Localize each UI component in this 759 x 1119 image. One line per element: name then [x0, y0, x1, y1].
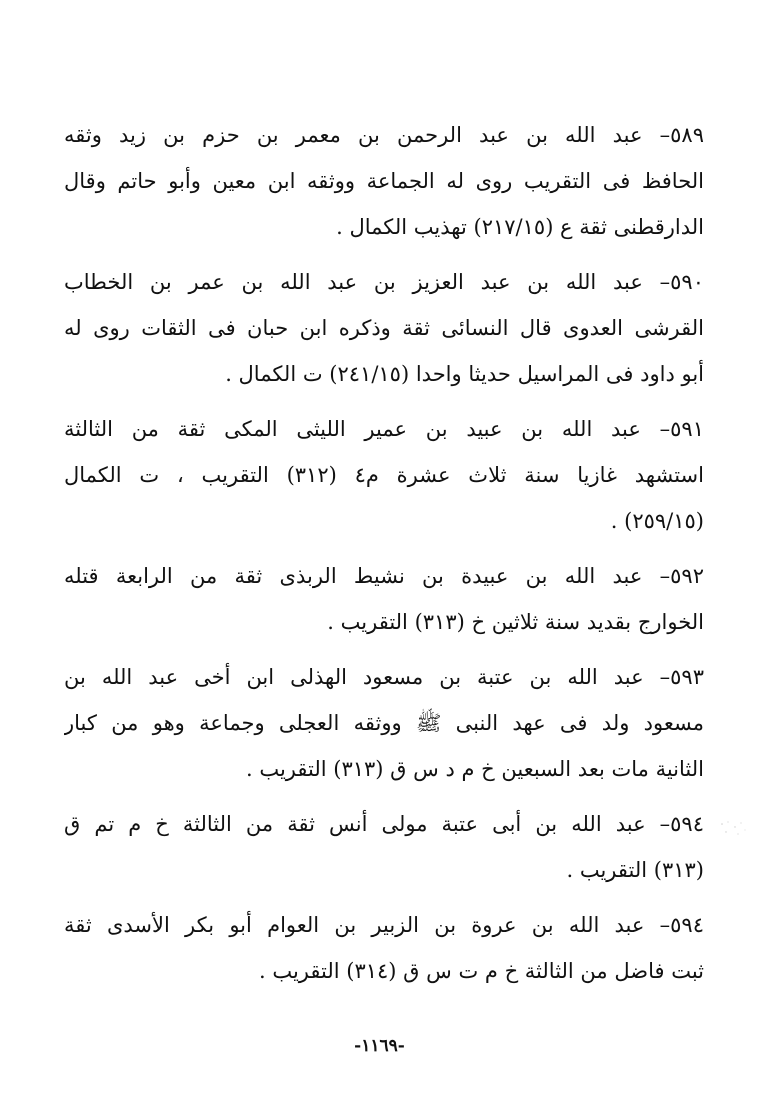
entry-593-line-2: مسعود ولد فى عهد النبى ﷺ ووثقه العجلى وجماعة وهو من كبار — [64, 711, 704, 735]
entry-590 — [64, 259, 704, 397]
entry-593-line-3: الثانية مات بعد السبعين خ م د س ق (٣١٣) التقريب . — [245, 757, 704, 781]
page-body — [64, 112, 704, 1003]
entry-592-line-1: ٥٩٢– عبد الله بن عبيدة بن نشيط الربذى ثقة من الرابعة قتله — [64, 564, 704, 588]
entry-593-line-1: ٥٩٣– عبد الله بن عتبة بن مسعود الهذلى ابن أخى عبد الله بن — [64, 665, 704, 689]
entry-589-line-2: الحافظ فى التقريب روى له الجماعة ووثقه ابن معين وأبو حاتم وقال — [64, 169, 704, 193]
entry-590-line-1: ٥٩٠– عبد الله بن عبد العزيز بن عبد الله بن عمر بن الخطاب — [64, 270, 704, 294]
entry-594-line-2: (٣١٣) التقريب . — [566, 858, 704, 882]
entry-590-line-3: أبو داود فى المراسيل حديثا واحدا (٢٤١/١٥) ت الكمال . — [225, 362, 704, 386]
scan-noise-mark — [718, 818, 748, 840]
page-number: -١١٦٩- — [354, 1036, 405, 1056]
entry-589-line-3: الدارقطنى ثقة ع (٢١٧/١٥) تهذيب الكمال . — [336, 215, 704, 239]
entry-594-bis-line-1: ٥٩٤َ– عبد الله بن عروة بن الزبير بن العوام أبو بكر الأسدى ثقة — [64, 913, 704, 937]
entry-589-line-1: ٥٨٩– عبد الله بن عبد الرحمن بن معمر بن حزم بن زيد وثقه — [64, 123, 704, 147]
entry-589 — [64, 112, 704, 250]
entry-592 — [64, 553, 704, 645]
entry-594-bis-line-2: ثبت فاضل من الثالثة خ م ت س ق (٣١٤) التقريب . — [258, 959, 704, 983]
entry-594-line-1: ٥٩٤– عبد الله بن أبى عتبة مولى أنس ثقة من الثالثة خ م تم ق — [64, 812, 704, 836]
entry-591-line-3: (٢٥٩/١٥) . — [610, 509, 704, 533]
entry-593 — [64, 654, 704, 792]
entry-591-line-2: استشهد غازيا سنة ثلاث عشرة م٤ (٣١٢) التقريب ، ت الكمال — [64, 463, 704, 487]
entry-590-line-2: القرشى العدوى قال النسائى ثقة وذكره ابن حبان فى الثقات روى له — [64, 316, 704, 340]
entry-591-line-1: ٥٩١– عبد الله بن عبيد بن عمير الليثى المكى ثقة من الثالثة — [64, 417, 704, 441]
entry-592-line-2: الخوارج بقديد سنة ثلاثين خ (٣١٣) التقريب . — [327, 610, 704, 634]
entry-594-bis — [64, 902, 704, 994]
entry-594 — [64, 801, 704, 893]
entry-591 — [64, 406, 704, 544]
